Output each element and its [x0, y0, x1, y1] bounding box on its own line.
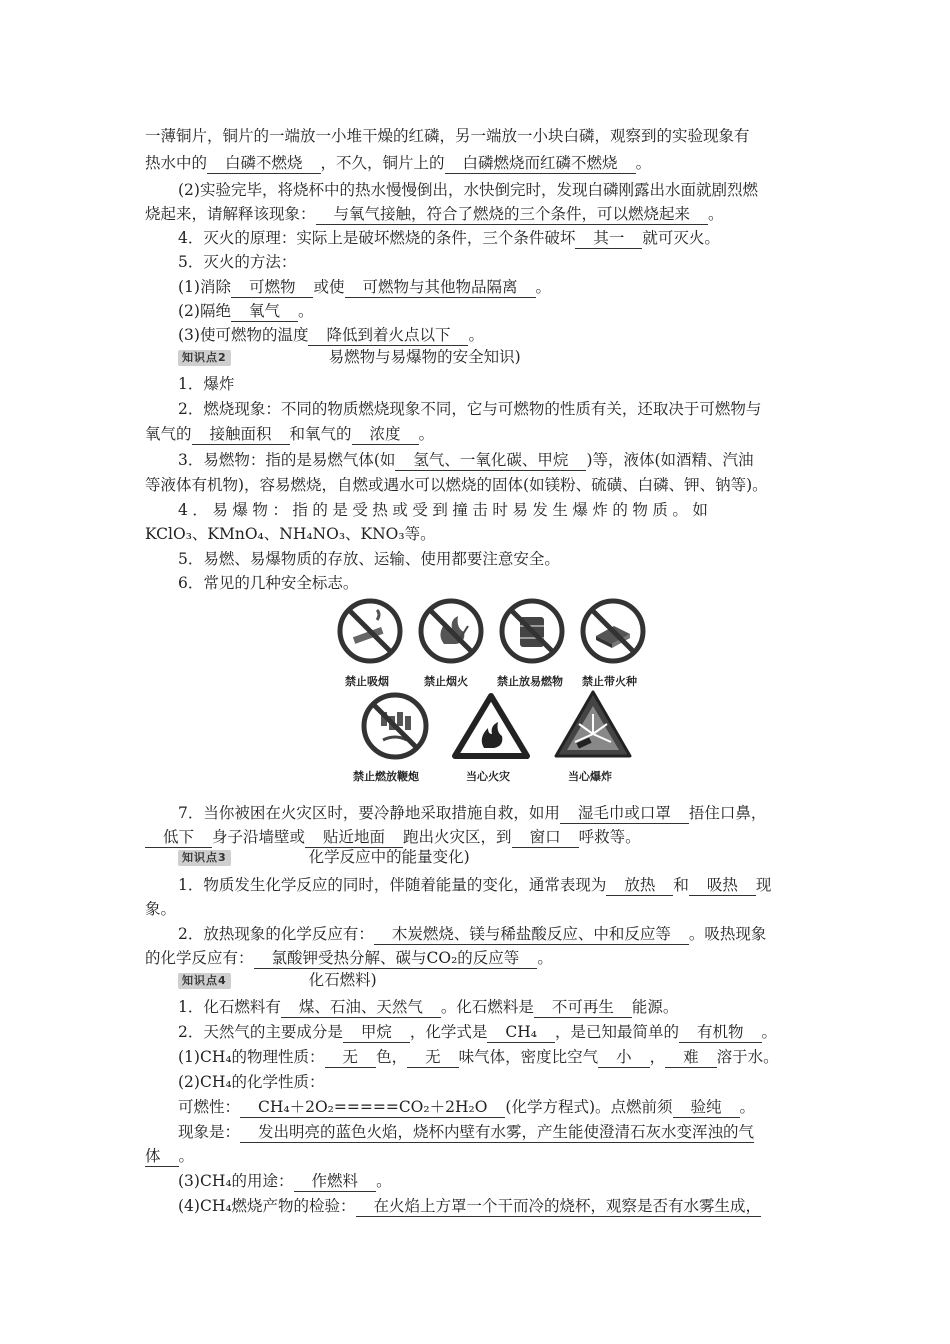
fire-warning-icon: [452, 692, 530, 760]
answer-blank: CH₄: [487, 1023, 555, 1043]
answer-blank: CH₄＋2O₂=====CO₂＋2H₂O: [240, 1098, 505, 1118]
text-line: (1)消除 可燃物 或使 可燃物与其他物品隔离 。: [178, 278, 552, 296]
answer-blank: 低下: [145, 828, 212, 848]
answer-blank: 放热: [606, 876, 673, 896]
text-line: 现象是： 发出明亮的蓝色火焰，烧杯内壁有水雾，产生能使澄清石灰水变浑浊的气: [178, 1123, 755, 1141]
no-flammables-icon: [499, 598, 565, 664]
text-line: 可燃性： CH₄＋2O₂=====CO₂＋2H₂O (化学方程式)。点燃前须 验纯 。: [178, 1098, 756, 1116]
text-line: (4)CH₄燃烧产物的检验： 在火焰上方罩一个干而冷的烧杯，观察是否有水雾生成，: [178, 1197, 762, 1215]
answer-blank: 煤、石油、天然气: [281, 998, 441, 1018]
answer-blank: 其一: [575, 229, 642, 249]
text-line: 氧气的 接触面积 和氧气的 浓度 。: [145, 425, 435, 443]
text-line: (1)CH₄的物理性质： 无 色， 无 味气体，密度比空气 小 ， 难 溶于水。: [178, 1048, 779, 1066]
text-line: (3)使可燃物的温度 降低到着火点以下 。: [178, 326, 484, 344]
text-line: 2．天然气的主要成分是 甲烷 ，化学式是 CH₄ ，是已知最简单的 有机物 。: [178, 1023, 778, 1041]
answer-blank: 氯酸钾受热分解、碳与CO₂的反应等: [254, 949, 538, 969]
text-line: (2)CH₄的化学性质：: [178, 1073, 325, 1091]
text-line: 2．燃烧现象：不同的物质燃烧现象不同，它与可燃物的性质有关，还取决于可燃物与: [178, 400, 762, 418]
text-line: 1．化石燃料有 煤、石油、天然气 。化石燃料是 不可再生 能源。: [178, 998, 679, 1016]
knowledge-point-tag: 知识点3: [178, 850, 231, 866]
answer-blank: 窗口: [512, 828, 579, 848]
text-line: (2)隔绝 氧气 。: [178, 302, 314, 320]
text-line: 1．爆炸: [178, 375, 235, 393]
no-open-flame-icon: [418, 598, 484, 664]
text-line: 5．易燃、易爆物质的存放、运输、使用都要注意安全。: [178, 550, 560, 568]
answer-blank: 可燃物与其他物品隔离: [345, 278, 536, 298]
answer-blank: 氧气: [231, 302, 298, 322]
answer-blank: 接触面积: [192, 425, 290, 445]
text-line: 4．灭火的原理：实际上是破坏燃烧的条件，三个条件破坏 其一 就可灭火。: [178, 229, 720, 247]
answer-blank: 甲烷: [343, 1023, 410, 1043]
sign-caption: 禁止放易燃物: [497, 675, 563, 688]
section-heading: 知识点2 易燃物与易爆物的安全知识): [178, 346, 521, 368]
text-line: (3)CH₄的用途： 作燃料 。: [178, 1172, 392, 1190]
text-line: 2．放热现象的化学反应有： 木炭燃烧、镁与稀盐酸反应、中和反应等 。吸热现象: [178, 925, 767, 943]
text-line: 象。: [145, 900, 177, 918]
sign-caption: 禁止带火种: [582, 675, 637, 688]
answer-blank: 白磷不燃烧: [207, 154, 321, 174]
text-line: 体 。: [145, 1147, 195, 1165]
answer-blank: 氢气、一氧化碳、甲烷: [395, 451, 586, 471]
answer-blank: 在火焰上方罩一个干而冷的烧杯，观察是否有水雾生成，: [356, 1197, 762, 1217]
answer-blank: 有机物: [679, 1023, 762, 1043]
sign-caption: 禁止吸烟: [345, 675, 389, 688]
sign-caption: 禁止燃放鞭炮: [353, 770, 419, 783]
answer-blank: 湿毛巾或口罩: [560, 804, 689, 824]
answer-blank: 发出明亮的蓝色火焰，烧杯内壁有水雾，产生能使澄清石灰水变浑浊的气: [240, 1123, 754, 1143]
answer-blank: 与氧气接触，符合了燃烧的三个条件，可以燃烧起来: [316, 205, 709, 225]
section-heading: 知识点3 化学反应中的能量变化): [178, 846, 470, 868]
section-heading: 知识点4 化石燃料): [178, 969, 377, 991]
text-line: KClO₃、KMnO₄、NH₄NO₃、KNO₃等。: [145, 525, 436, 543]
answer-blank: 验纯: [673, 1098, 740, 1118]
text-line: 4．易爆物：指的是受热或受到撞击时易发生爆炸的物质。如: [178, 501, 713, 519]
text-line: 6．常见的几种安全标志。: [178, 574, 359, 592]
answer-blank: 吸热: [689, 876, 756, 896]
text-line: 5．灭火的方法：: [178, 253, 297, 271]
text-line: 低下 身子沿墙壁或 贴近地面 跑出火灾区，到 窗口 呼救等。: [145, 826, 641, 848]
answer-blank: 不可再生: [534, 998, 632, 1018]
answer-blank: 木炭燃烧、镁与稀盐酸反应、中和反应等: [374, 925, 689, 945]
no-smoking-icon: [337, 598, 403, 664]
answer-blank: 难: [665, 1048, 717, 1068]
answer-blank: 无: [407, 1048, 459, 1068]
text-line: 烧起来，请解释该现象： 与氧气接触，符合了燃烧的三个条件，可以燃烧起来 。: [145, 205, 724, 223]
answer-blank: 体: [145, 1147, 179, 1167]
answer-blank: 白磷燃烧而红磷不燃烧: [445, 154, 636, 174]
text-line: 等液体有机物)，容易燃烧，自燃或遇水可以燃烧的固体(如镁粉、硫磺、白磷、钾、钠等)。: [145, 476, 768, 494]
sign-caption: 当心爆炸: [568, 770, 612, 783]
text-line: 一薄铜片，铜片的一端放一小堆干燥的红磷，另一端放一小块白磷，观察到的实验现象有: [145, 127, 750, 145]
answer-blank: 可燃物: [231, 278, 314, 298]
answer-blank: 降低到着火点以下: [308, 326, 468, 346]
answer-blank: 小: [598, 1048, 650, 1068]
text-line: 3．易燃物：指的是易燃气体(如 氢气、一氧化碳、甲烷 )等，液体(如酒精、汽油: [178, 451, 754, 469]
no-firecrackers-icon: [361, 692, 429, 760]
text-line: 7．当你被困在火灾区时，要冷静地采取措施自救，如用 湿毛巾或口罩 捂住口鼻，: [178, 804, 767, 822]
knowledge-point-tag: 知识点4: [178, 973, 231, 989]
answer-blank: 作燃料: [294, 1172, 377, 1192]
knowledge-point-tag: 知识点2: [178, 350, 231, 366]
sign-caption: 禁止烟火: [424, 675, 468, 688]
text-line: 1．物质发生化学反应的同时，伴随着能量的变化，通常表现为 放热 和 吸热 现: [178, 876, 772, 894]
no-fire-source-icon: [580, 598, 646, 664]
answer-blank: 无: [325, 1048, 377, 1068]
text-line: 热水中的 白磷不燃烧 ，不久，铜片上的 白磷燃烧而红磷不燃烧 。: [145, 154, 652, 172]
answer-blank: 浓度: [352, 425, 419, 445]
sign-caption: 当心火灾: [466, 770, 510, 783]
answer-blank: 贴近地面: [305, 828, 403, 848]
explosion-warning-icon: [553, 688, 633, 760]
text-line: 的化学反应有： 氯酸钾受热分解、碳与CO₂的反应等 。: [145, 949, 553, 967]
text-line: (2)实验完毕，将烧杯中的热水慢慢倒出，水快倒完时，发现白磷刚露出水面就剧烈燃: [178, 181, 758, 199]
